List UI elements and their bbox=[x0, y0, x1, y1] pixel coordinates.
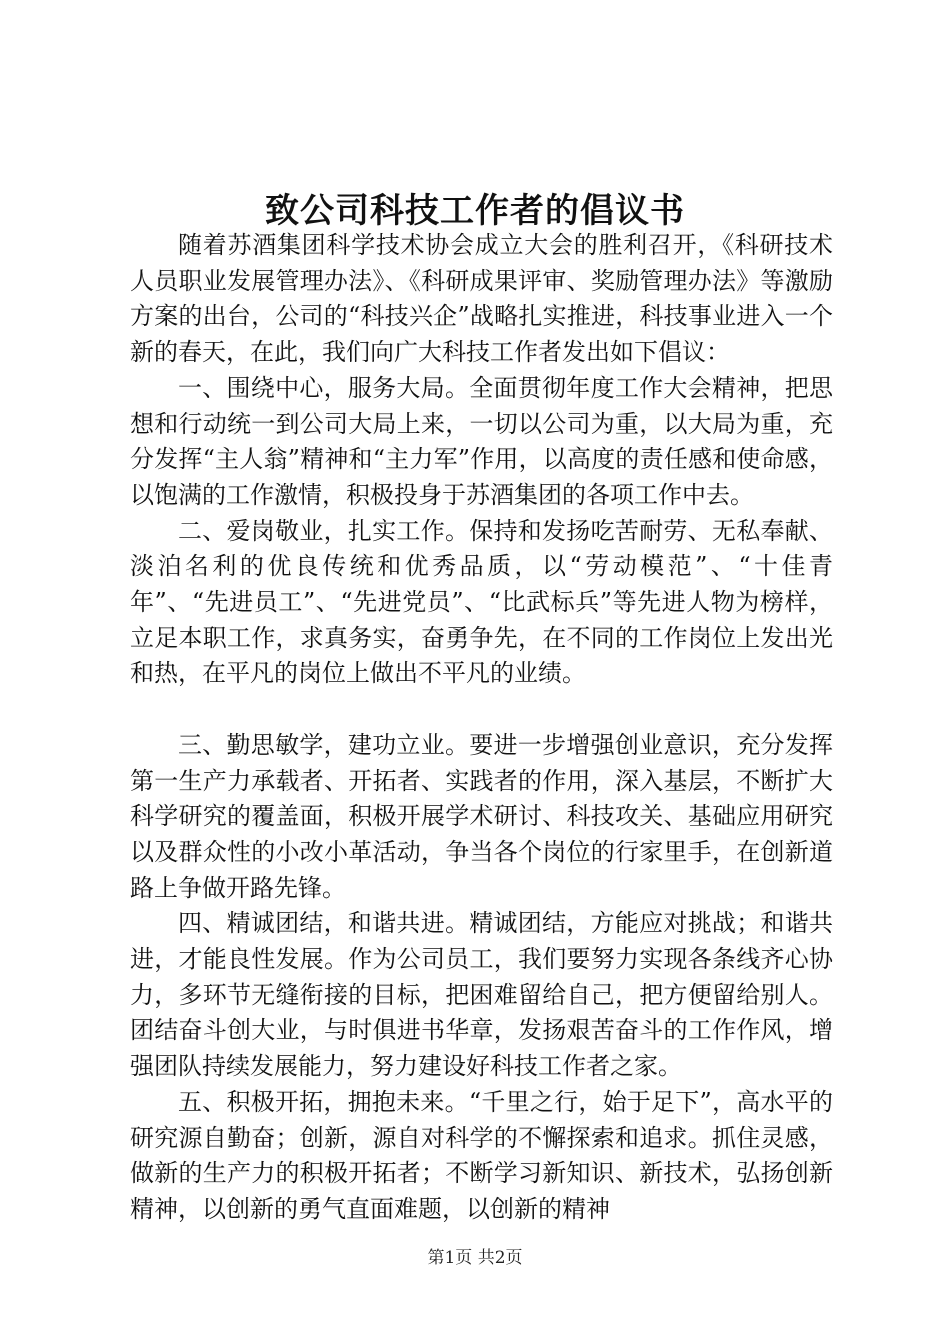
proposal-paragraph-2: 二、爱岗敬业，扎实工作。保持和发扬吃苦耐劳、无私奉献、淡泊名利的优良传统和优秀品质，以“劳动模范”、“十佳青年”、“先进员工”、“先进党员”、“比武标兵”等先进人物为榜样，立足本职工作，求真务实，奋勇争先，在不同的工作岗位上发出光和热，在平凡的岗位上做出不平凡的业绩。 bbox=[130, 516, 833, 688]
proposal-paragraph-3: 三、勤思敏学，建功立业。要进一步增强创业意识，充分发挥第一生产力承载者、开拓者、实践者的作用，深入基层，不断扩大科学研究的覆盖面，积极开展学术研讨、科技攻关、基础应用研究以及群众性的小改小革活动，争当各个岗位的行家里手，在创新道路上争做开路先锋。 bbox=[130, 730, 833, 902]
proposal-paragraph-4: 四、精诚团结，和谐共进。精诚团结，方能应对挑战；和谐共进，才能良性发展。作为公司员工，我们要努力实现各条线齐心协力，多环节无缝衔接的目标，把困难留给自己，把方便留给别人。团结奋斗创大业，与时俱进书华章，发扬艰苦奋斗的工作作风，增强团队持续发展能力，努力建设好科技工作者之家。 bbox=[130, 909, 833, 1081]
proposal-paragraph-5: 五、积极开拓，拥抱未来。“千里之行，始于足下”，高水平的研究源自勤奋；创新，源自对科学的不懈探索和追求。抓住灵感，做新的生产力的积极开拓者；不断学习新知识、新技术，弘扬创新精神，以创新的勇气直面难题，以创新的精神 bbox=[130, 1087, 833, 1223]
document-title: 致公司科技工作者的倡议书 bbox=[265, 191, 685, 231]
document-body bbox=[130, 228, 833, 1228]
proposal-paragraph-1: 一、围绕中心，服务大局。全面贯彻年度工作大会精神，把思想和行动统一到公司大局上来，一切以公司为重，以大局为重，充分发挥“主人翁”精神和“主力军”作用，以高度的责任感和使命感，以饱满的工作激情，积极投身于苏酒集团的各项工作中去。 bbox=[130, 373, 833, 509]
intro-paragraph: 随着苏酒集团科学技术协会成立大会的胜利召开，《科研技术人员职业发展管理办法》、《科研成果评审、奖励管理办法》等激励方案的出台，公司的“科技兴企”战略扎实推进，科技事业进入一个新的春天，在此，我们向广大科技工作者发出如下倡议： bbox=[130, 231, 833, 367]
page-number: 第1页 共2页 bbox=[427, 1248, 523, 1268]
